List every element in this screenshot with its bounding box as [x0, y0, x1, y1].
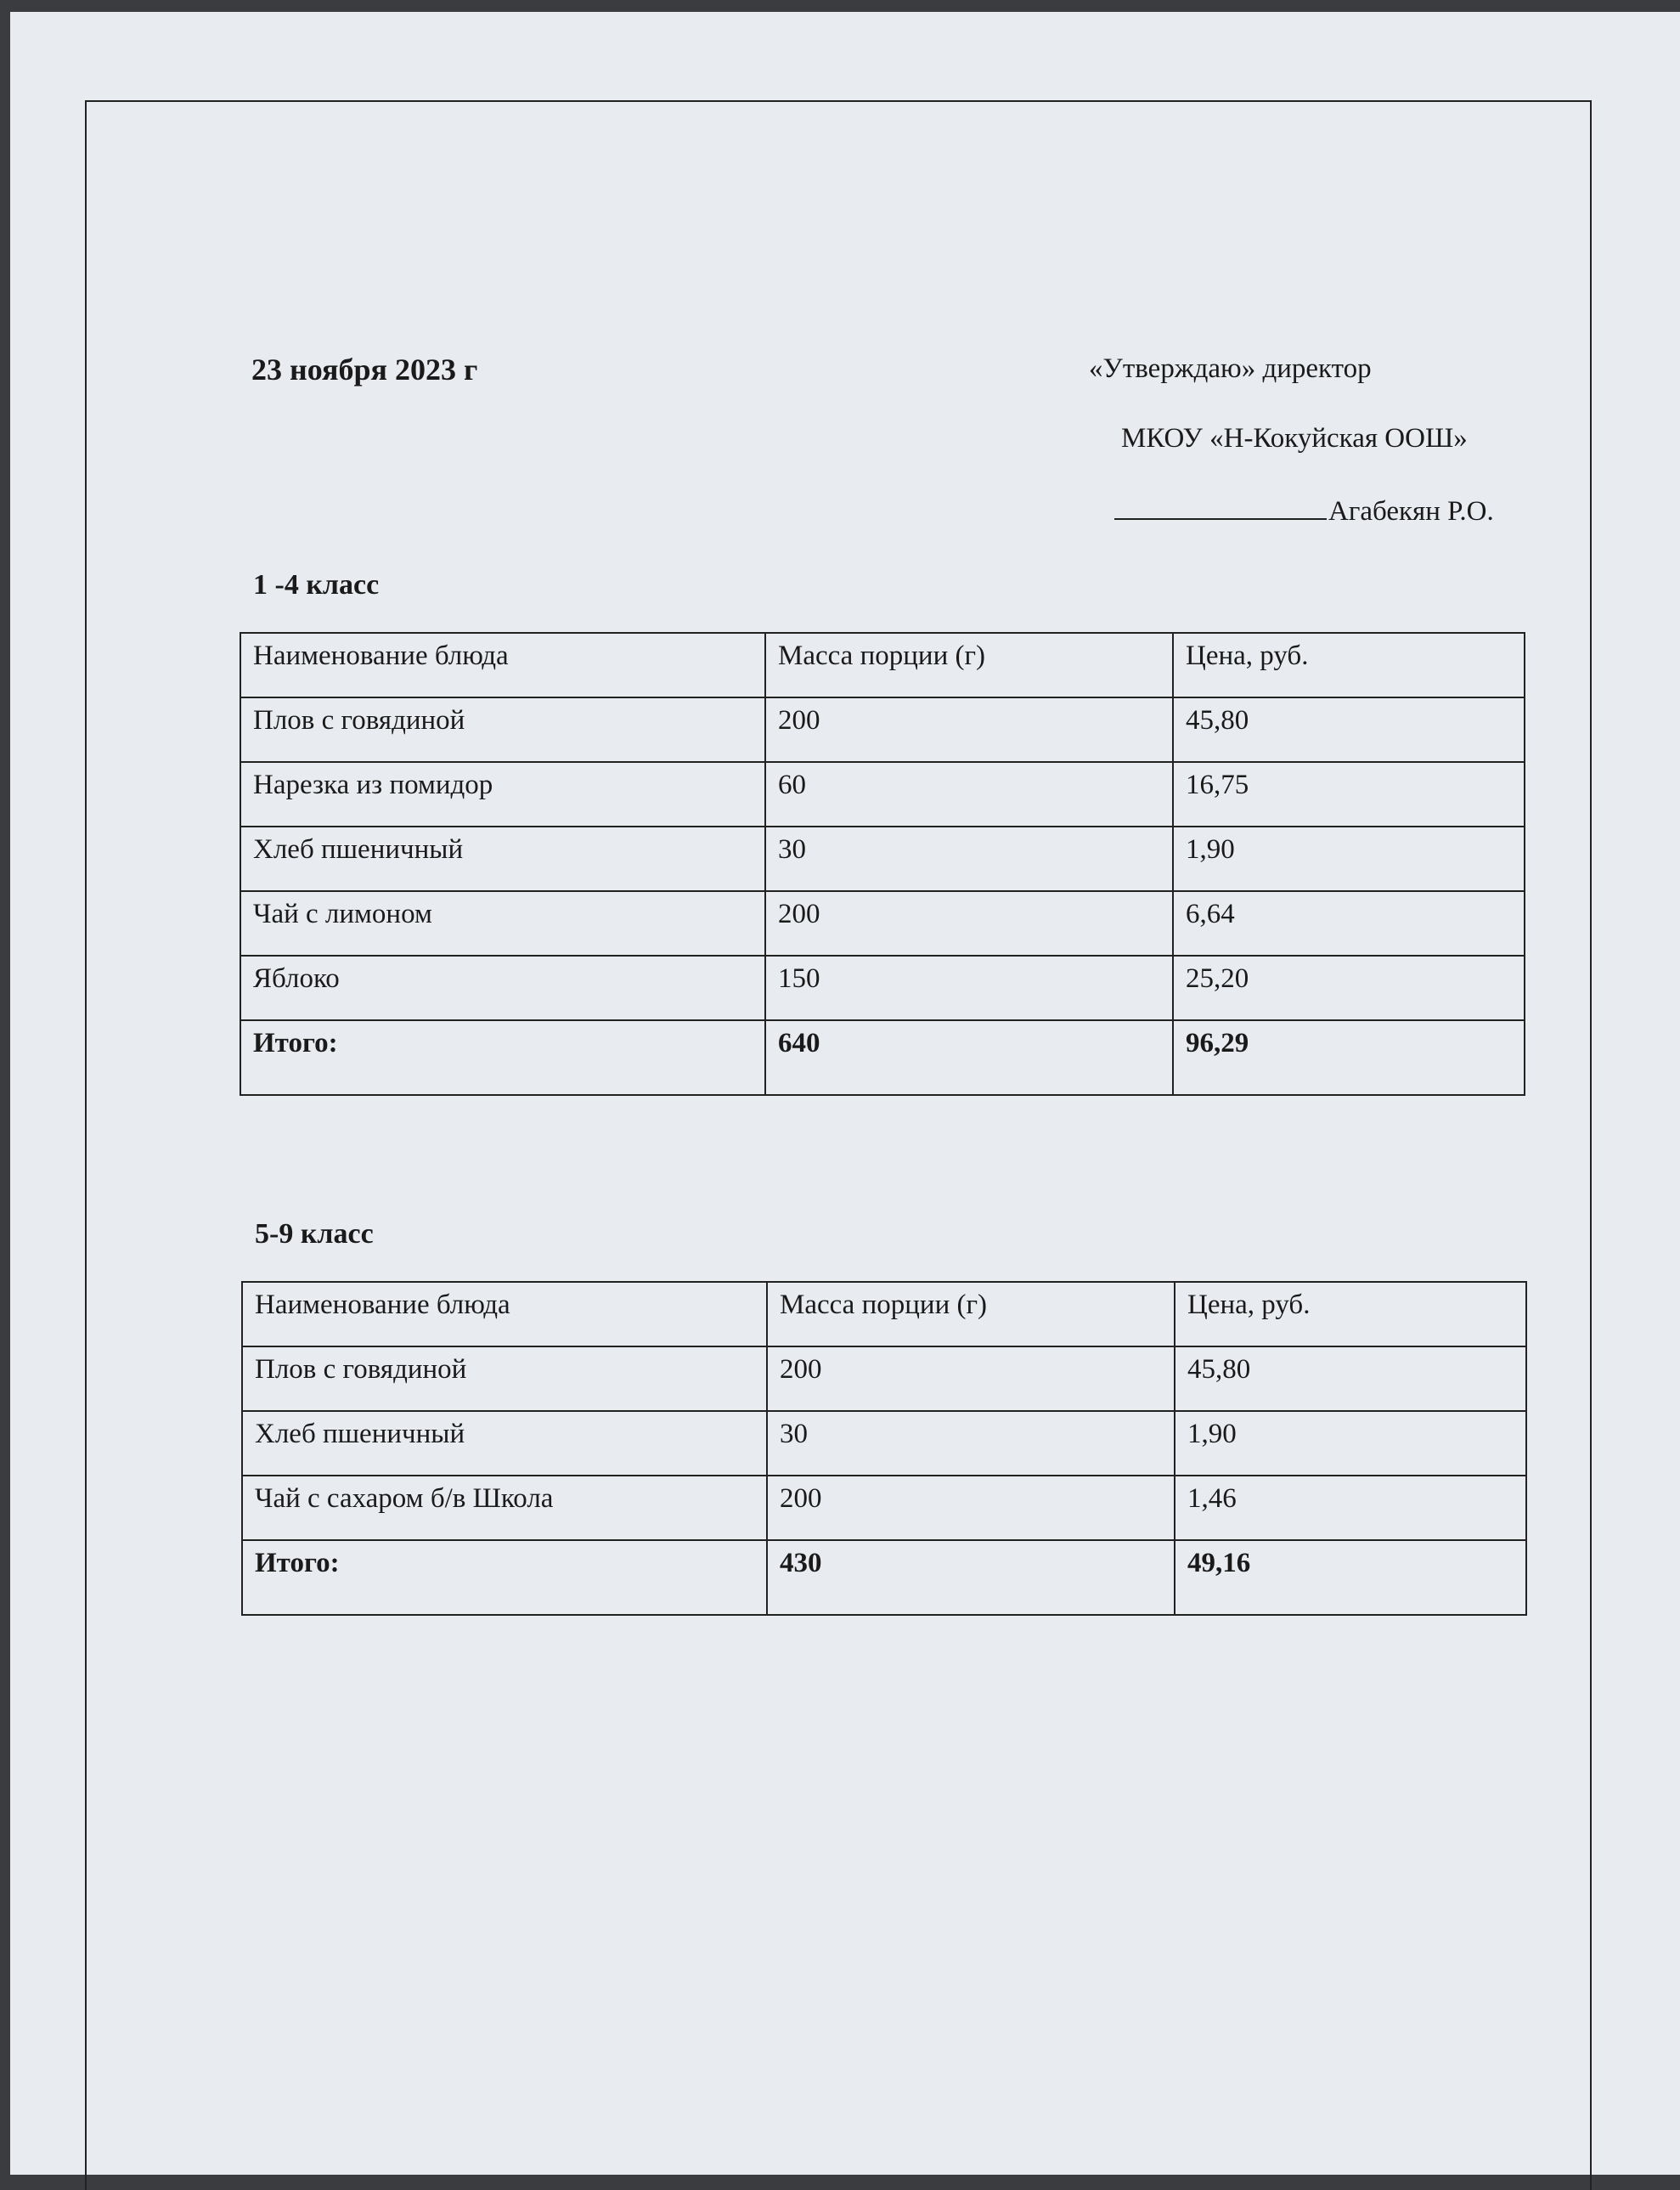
table-row: [242, 1346, 1526, 1411]
price: 1,90: [1175, 1411, 1526, 1476]
total-weight: 640: [765, 1020, 1173, 1095]
dish-name: Чай с лимоном: [240, 891, 765, 956]
portion-weight: 30: [765, 827, 1173, 891]
price: 6,64: [1173, 891, 1525, 956]
signatory-name: Агабекян Р.О.: [1328, 496, 1494, 527]
price: 1,46: [1175, 1476, 1526, 1540]
column-header: Наименование блюда: [240, 633, 765, 697]
table-header-row: [242, 1282, 1526, 1346]
portion-weight: 30: [767, 1411, 1175, 1476]
total-price: 49,16: [1175, 1540, 1526, 1615]
dish-name: Хлеб пшеничный: [240, 827, 765, 891]
total-label: Итого:: [240, 1020, 765, 1095]
school-name: МКОУ «Н-Кокуйская ООШ»: [1121, 423, 1468, 454]
section-title-1-4: 1 -4 класс: [253, 569, 380, 601]
table-row: [242, 1476, 1526, 1540]
portion-weight: 200: [765, 697, 1173, 762]
price: 25,20: [1173, 956, 1525, 1020]
table-row: [240, 827, 1525, 891]
portion-weight: 150: [765, 956, 1173, 1020]
dish-name: Плов с говядиной: [240, 697, 765, 762]
portion-weight: 60: [765, 762, 1173, 827]
document-date: 23 ноября 2023 г: [251, 353, 478, 387]
table-row: [242, 1411, 1526, 1476]
column-header: Цена, руб.: [1175, 1282, 1526, 1346]
dish-name: Чай с сахаром б/в Школа: [242, 1476, 767, 1540]
approval-line: «Утверждаю» директор: [1089, 353, 1372, 384]
dish-name: Хлеб пшеничный: [242, 1411, 767, 1476]
dish-name: Яблоко: [240, 956, 765, 1020]
table-header-row: [240, 633, 1525, 697]
total-label: Итого:: [242, 1540, 767, 1615]
dish-name: Нарезка из помидор: [240, 762, 765, 827]
total-weight: 430: [767, 1540, 1175, 1615]
signature-block: [1114, 493, 1494, 528]
price: 1,90: [1173, 827, 1525, 891]
price: 45,80: [1175, 1346, 1526, 1411]
total-row: [240, 1020, 1525, 1095]
total-row: [242, 1540, 1526, 1615]
document-page: [10, 12, 1680, 2175]
column-header: Масса порции (г): [765, 633, 1173, 697]
menu-table-5-9: [241, 1281, 1527, 1616]
section-title-5-9: 5-9 класс: [255, 1218, 374, 1250]
table-row: [240, 891, 1525, 956]
price: 16,75: [1173, 762, 1525, 827]
column-header: Масса порции (г): [767, 1282, 1175, 1346]
table-row: [240, 697, 1525, 762]
signature-line: [1114, 493, 1327, 520]
dish-name: Плов с говядиной: [242, 1346, 767, 1411]
portion-weight: 200: [767, 1346, 1175, 1411]
portion-weight: 200: [767, 1476, 1175, 1540]
page-border: [85, 100, 1592, 2190]
table-row: [240, 956, 1525, 1020]
portion-weight: 200: [765, 891, 1173, 956]
column-header: Цена, руб.: [1173, 633, 1525, 697]
column-header: Наименование блюда: [242, 1282, 767, 1346]
menu-table-1-4: [240, 632, 1525, 1096]
table-row: [240, 762, 1525, 827]
total-price: 96,29: [1173, 1020, 1525, 1095]
price: 45,80: [1173, 697, 1525, 762]
